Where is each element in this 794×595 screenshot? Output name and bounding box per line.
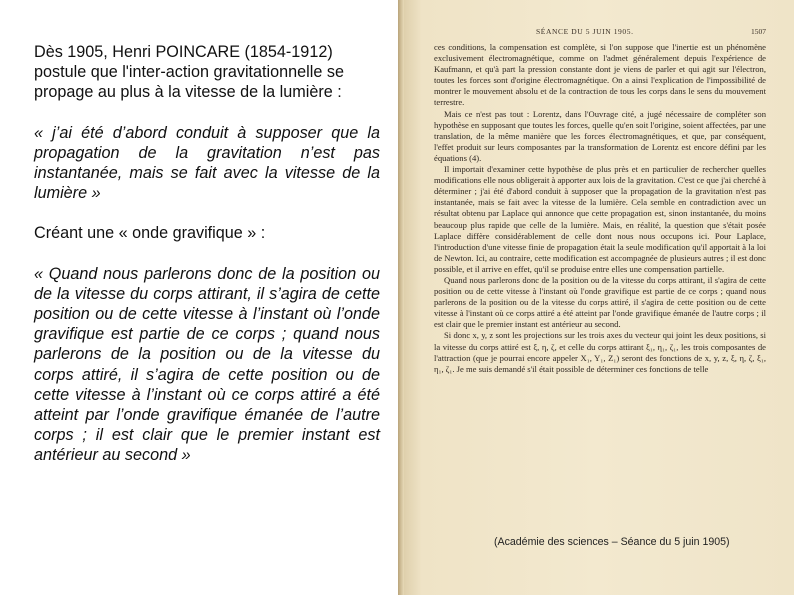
scan-paragraph: ces conditions, la compensation est complète, si l'on suppose que l'inertie est un phénomène exclusivement électromagnétique, comme on l'admet généralement depuis l'expérience de Kaufmann, et qu'à part la pression constante dont je viens de parler et qui agit sur l'électron, toutes les forces sont d'origine électromagnétique. On a ainsi l'explication de l'impossibilité de montrer le mouvement absolu et de la contraction de tous les corps dans le sens du mouvement terrestre. xyxy=(434,42,766,108)
scan-header-title: SÉANCE DU 5 JUIN 1905. xyxy=(536,27,634,36)
scan-paragraph: Quand nous parlerons donc de la position ou de la vitesse du corps attirant, il s'agira de cette position ou de cette vitesse à l'instant où l'onde gravifique est partie de ce corps ; quand nous parlerons de la position ou de la vitesse du corps attiré, il s'agira de cette position ou de cette vitesse à l'instant où ce corps attiré a été atteint par l'onde gravifique émanée de l'autre corps ; il est clair que le premier instant est antérieur au second. xyxy=(434,274,766,330)
intro-onde-gravifique: Créant une « onde gravifique » : xyxy=(34,224,266,243)
page-binding-edge xyxy=(398,0,404,595)
scanned-page xyxy=(398,0,794,595)
intro-text: Dès 1905, Henri POINCARE (1854-1912) postule que l'inter-action gravitationnelle se propage au plus à la vitesse de la lumière : xyxy=(34,43,344,102)
commentary-panel xyxy=(34,42,380,466)
scan-paragraph: Mais ce n'est pas tout : Lorentz, dans l'Ouvrage cité, a jugé nécessaire de compléter son hypothèse en supposant que toutes les forces, quelle qu'en soit l'origine, soient affectées, par une translation, de la même manière que les forces électromagnétiques, et que, par conséquent, l'effet produit sur leurs composantes par la transformation de Lorentz est encore défini par les équations (4). xyxy=(434,108,766,163)
scan-page-number: 1507 xyxy=(751,27,766,36)
quote-propagation: « j’ai été d’abord conduit à supposer que la propagation de la gravitation n’est pas instantanée, mais se fait avec la vitesse de la lumière » xyxy=(34,123,380,203)
source-caption: (Académie des sciences – Séance du 5 juin 1905) xyxy=(494,536,730,548)
scan-body xyxy=(434,42,766,375)
scan-paragraph: Si donc x, y, z sont les projections sur les trois axes du vecteur qui joint les deux positions, si la vitesse du corps attiré est ξ, η, ζ, et celle du corps attirant ξ₁, η₁, ζ₁, les trois composantes de l'attraction (que je pourrai encore appeler X₁, Y₁, Z₁) seront des fonctions de x, y, z, ξ, η, ζ, ξ₁, η₁, ζ₁. Je me suis demandé s'il était possible de déterminer ces fonctions de telle xyxy=(434,330,766,374)
scan-paragraph: Il importait d'examiner cette hypothèse de plus près et en particulier de rechercher quelles modifications elle nous obligerait à apporter aux lois de la gravitation. C'est ce que j'ai cherché à déterminer ; j'ai été d'abord conduit à supposer que la propagation de la gravitation n'est pas instantanée, mais se fait avec la vitesse de la lumière. Cela semble en contradiction avec un résultat obtenu par Laplace qui annonce que cette propagation est, sinon instantanée, du moins beaucoup plus rapide que celle de la lumière. Mais, en réalité, la question que s'était posée Laplace diffère considérablement de celle dont nous nous occupons ici. Pour Laplace, l'introduction d'une vitesse finie de propagation était la seule modification qu'il apportait à la loi de Newton. Ici, au contraire, cette modification est accompagnée de plusieurs autres ; il est donc possible, et il arrive en effet, qu'il se produise entre elles une compensation partielle. xyxy=(434,164,766,274)
quote-onde-gravifique: « Quand nous parlerons donc de la position ou de la vitesse du corps attirant, il s’agira de cette position ou de cette vitesse à l’instant où l’onde gravifique est partie de ce corps ; quand nous parlerons de la position ou de la vitesse du corps attiré, il s’agira de cette position ou de cette vitesse à l’instant où ce corps attiré a été atteint par l’onde gravifique émanée de l’autre corps ; il est clair que le premier instant est antérieur au second » xyxy=(34,264,380,465)
scan-header xyxy=(430,27,766,39)
